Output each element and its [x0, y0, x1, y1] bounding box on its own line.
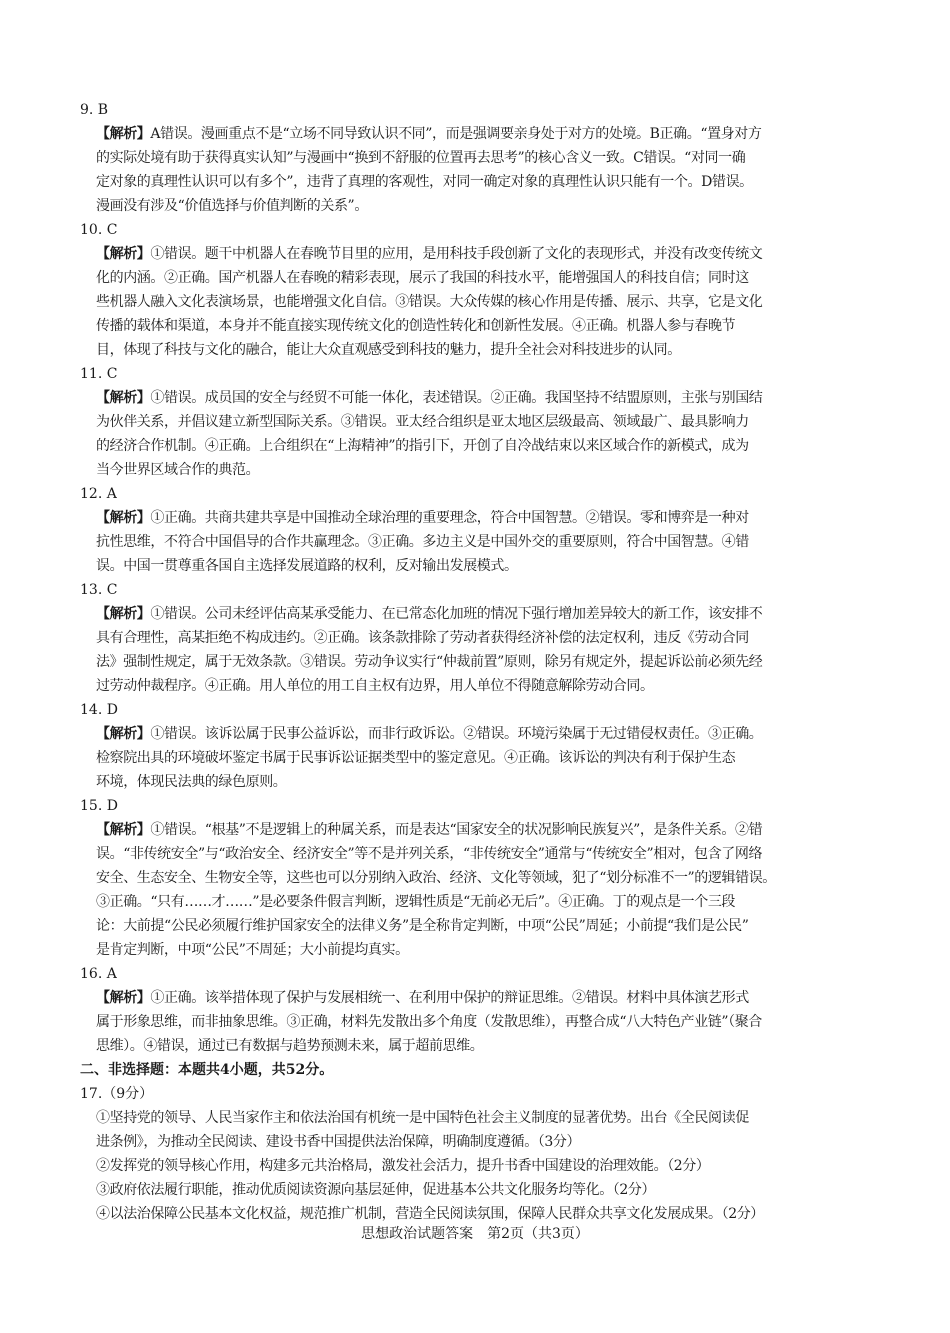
analysis-line: 【解析】①错误。成员国的安全与经贸不可能一体化，表述错误。②正确。我国坚持不结盟原则，主张与别国结: [96, 390, 763, 406]
analysis-label: 【解析】: [96, 606, 151, 622]
analysis-line: 法》强制性规定，属于无效条款。③错误。劳动争议实行“仲裁前置”原则，除另有规定外，提起诉讼前必须先经: [96, 654, 763, 670]
analysis-line: 误。“非传统安全”与“政治安全、经济安全”等不是并列关系，“非传统安全”通常与“传统安全”相对，包含了网络: [96, 846, 763, 862]
analysis-line: 环境，体现民法典的绿色原则。: [96, 774, 287, 790]
analysis-line: 当今世界区域合作的典范。: [96, 462, 260, 478]
question-16: [80, 962, 880, 1058]
analysis-label: 【解析】: [96, 510, 151, 526]
question-number: 10. C: [80, 222, 118, 238]
answer-line: ③政府依法履行职能，推动优质阅读资源向基层延伸，促进基本公共文化服务均等化。（2分）: [96, 1182, 656, 1198]
page-footer: 思想政治试题答案 第2页（共3页）: [361, 1226, 589, 1242]
analysis-line: 思维）。④错误，通过已有数据与趋势预测未来，属于超前思维。: [96, 1038, 484, 1054]
answer-line: 进条例》，为推动全民阅读、建设书香中国提供法治保障，明确制度遵循。（3分）: [96, 1134, 581, 1150]
question-number: 14. D: [80, 702, 118, 718]
analysis-line: 的经济合作机制。④正确。上合组织在“上海精神”的指引下，开创了自冷战结束以来区域合作的新模式，成为: [96, 438, 749, 454]
analysis-line: 化的内涵。②正确。国产机器人在春晚的精彩表现，展示了我国的科技水平，能增强国人的科技自信；同时这: [96, 270, 749, 286]
analysis-line: 为伙伴关系，并倡议建立新型国际关系。③错误。亚太经合组织是亚太地区层级最高、领域最广、最具影响力: [96, 414, 749, 430]
analysis-line: 目，体现了科技与文化的融合，能让大众直观感受到科技的魅力，提升全社会对科技进步的认同。: [96, 342, 681, 358]
analysis-line: 安全、生态安全、生物安全等，这些也可以分别纳入政治、经济、文化等领域，犯了“划分标准不一”的逻辑错误。: [96, 870, 776, 886]
question-11: [80, 362, 880, 482]
analysis-line: 【解析】①正确。该举措体现了保护与发展相统一、在利用中保护的辩证思维。②错误。材料中具体演艺形式: [96, 990, 749, 1006]
analysis-line: 具有合理性，高某拒绝不构成违约。②正确。该条款排除了劳动者获得经济补偿的法定权利，违反《劳动合同: [96, 630, 749, 646]
analysis-line: 定对象的真理性认识可以有多个”，违背了真理的客观性，对同一确定对象的真理性认识只能有一个。D错误。: [96, 174, 753, 190]
answer-line: ①坚持党的领导、人民当家作主和依法治国有机统一是中国特色社会主义制度的显著优势。出台《全民阅读促: [96, 1110, 749, 1126]
analysis-line: 抗性思维，不符合中国倡导的合作共赢理念。③正确。多边主义是中国外交的重要原则，符合中国智慧。④错: [96, 534, 749, 550]
analysis-label: 【解析】: [96, 726, 151, 742]
question-number: 13. C: [80, 582, 118, 598]
question-9: [80, 98, 880, 218]
question-13: [80, 578, 880, 698]
question-10: [80, 218, 880, 362]
analysis-label: 【解析】: [96, 390, 151, 406]
analysis-line: 的实际处境有助于获得真实认知”与漫画中“换到不舒服的位置再去思考”的核心含义一致。C错误。“对同一确: [96, 150, 746, 166]
question-15: [80, 794, 880, 962]
analysis-label: 【解析】: [96, 246, 151, 262]
question-number: 11. C: [80, 366, 118, 382]
analysis-line: 【解析】①错误。该诉讼属于民事公益诉讼，而非行政诉讼。②错误。环境污染属于无过错侵权责任。③正确。: [96, 726, 763, 742]
answer-page: [80, 98, 880, 1226]
analysis-line: 传播的载体和渠道，本身并不能直接实现传统文化的创造性转化和创新性发展。④正确。机器人参与春晚节: [96, 318, 736, 334]
question-17: [80, 1082, 880, 1226]
analysis-label: 【解析】: [96, 126, 151, 142]
analysis-line: 些机器人融入文化表演场景，也能增强文化自信。③错误。大众传媒的核心作用是传播、展示、共享，它是文化: [96, 294, 763, 310]
analysis-line: 【解析】①错误。“根基”不是逻辑上的种属关系，而是表达“国家安全的状况影响民族复兴”，是条件关系。②错: [96, 822, 763, 838]
question-14: [80, 698, 880, 794]
analysis-line: 误。中国一贯尊重各国自主选择发展道路的权利，反对输出发展模式。: [96, 558, 518, 574]
analysis-line: 检察院出具的环境破坏鉴定书属于民事诉讼证据类型中的鉴定意见。④正确。该诉讼的判决有利于保护生态: [96, 750, 736, 766]
question-number: 15. D: [80, 798, 118, 814]
analysis-label: 【解析】: [96, 990, 151, 1006]
analysis-line: 论：大前提“公民必须履行维护国家安全的法律义务”是全称肯定判断，中项“公民”周延；小前提“我们是公民”: [96, 918, 749, 934]
question-number: 12. A: [80, 486, 117, 502]
analysis-line: 【解析】A错误。漫画重点不是“立场不同导致认识不同”，而是强调要亲身处于对方的处境。B正确。“置身对方: [96, 126, 762, 142]
analysis-line: ③正确。“只有……才……”是必要条件假言判断，逻辑性质是“无前必无后”。④正确。丁的观点是一个三段: [96, 894, 736, 910]
analysis-line: 【解析】①错误。题干中机器人在春晚节目里的应用，是用科技手段创新了文化的表现形式，并没有改变传统文: [96, 246, 763, 262]
analysis-line: 【解析】①正确。共商共建共享是中国推动全球治理的重要理念，符合中国智慧。②错误。零和博弈是一种对: [96, 510, 749, 526]
analysis-line: 【解析】①错误。公司未经评估高某承受能力、在已常态化加班的情况下强行增加差异较大的新工作，该安排不: [96, 606, 763, 622]
analysis-line: 漫画没有涉及“价值选择与价值判断的关系”。: [96, 198, 368, 214]
question-number: 16. A: [80, 966, 117, 982]
question-12: [80, 482, 880, 578]
question-number: 9. B: [80, 102, 109, 118]
section-title: 二、非选择题：本题共4小题，共52分。: [80, 1062, 334, 1078]
analysis-line: 过劳动仲裁程序。④正确。用人单位的用工自主权有边界，用人单位不得随意解除劳动合同。: [96, 678, 654, 694]
analysis-line: 属于形象思维，而非抽象思维。③正确，材料先发散出多个角度（发散思维），再整合成“八大特色产业链”（聚合: [96, 1014, 762, 1030]
answer-line: ②发挥党的领导核心作用，构建多元共治格局，激发社会活力，提升书香中国建设的治理效能。（2分）: [96, 1158, 710, 1174]
answer-line: ④以法治保障公民基本文化权益，规范推广机制，营造全民阅读氛围，保障人民群众共享文化发展成果。（2分）: [96, 1206, 764, 1222]
question-number: 17.（9分）: [80, 1086, 154, 1102]
analysis-label: 【解析】: [96, 822, 151, 838]
analysis-line: 是肯定判断，中项“公民”不周延；大小前提均真实。: [96, 942, 409, 958]
